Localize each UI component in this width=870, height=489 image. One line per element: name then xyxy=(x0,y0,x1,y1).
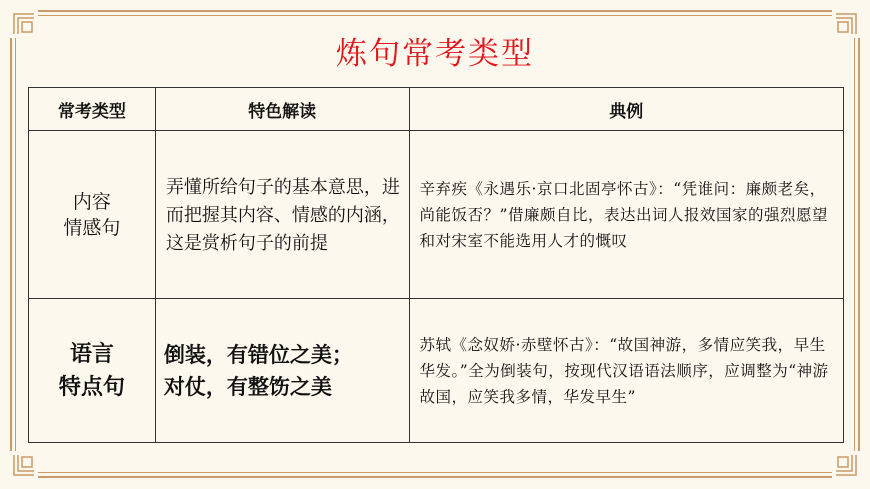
frame-bottom-line-inner xyxy=(38,472,832,473)
type-label-line: 内容 xyxy=(72,190,111,213)
corner-ornament-bottom-left xyxy=(12,455,34,477)
type-cell xyxy=(29,131,156,299)
frame-top-line xyxy=(38,10,832,12)
sentence-types-table xyxy=(28,87,844,443)
frame-right-line xyxy=(858,38,860,451)
example-cell: 苏轼《念奴娇·赤壁怀古》：“故国神游，多情应笑我，早生华发。”全为倒装句，按现代汉语语法顺序，应调整为“神游故国，应笑我多情，华发早生” xyxy=(409,299,843,443)
header-type: 常考类型 xyxy=(29,88,156,131)
table-header-row xyxy=(29,88,844,131)
corner-ornament-bottom-right xyxy=(836,455,858,477)
frame-right-line-inner xyxy=(854,38,855,451)
frame-top-line-inner xyxy=(38,15,832,16)
description-cell: 弄懂所给句子的基本意思，进而把握其内容、情感的内涵，这是赏析句子的前提 xyxy=(155,131,409,299)
table-row xyxy=(29,131,844,299)
frame-bottom-line xyxy=(38,476,832,478)
table-row xyxy=(29,299,844,443)
type-label-line: 语言 xyxy=(69,341,114,367)
description-cell xyxy=(155,299,409,443)
header-features: 特色解读 xyxy=(155,88,409,131)
type-label-line: 情感句 xyxy=(63,216,121,239)
description-line: 倒装，有错位之美； xyxy=(163,342,353,367)
header-examples: 典例 xyxy=(409,88,843,131)
type-cell xyxy=(29,299,156,443)
frame-left-line-inner xyxy=(15,38,16,451)
example-cell: 辛弃疾《永遇乐·京口北固亭怀古》：“凭谁问：廉颇老矣，尚能饭否？”借廉颇自比，表达出词人报效国家的强烈愿望和对宋室不能选用人才的慨叹 xyxy=(409,131,843,299)
slide-title: 炼句常考类型 xyxy=(336,36,534,72)
type-label-line: 特点句 xyxy=(58,374,125,400)
description-line: 对仗，有整饬之美 xyxy=(163,374,332,399)
frame-left-line xyxy=(10,38,12,451)
